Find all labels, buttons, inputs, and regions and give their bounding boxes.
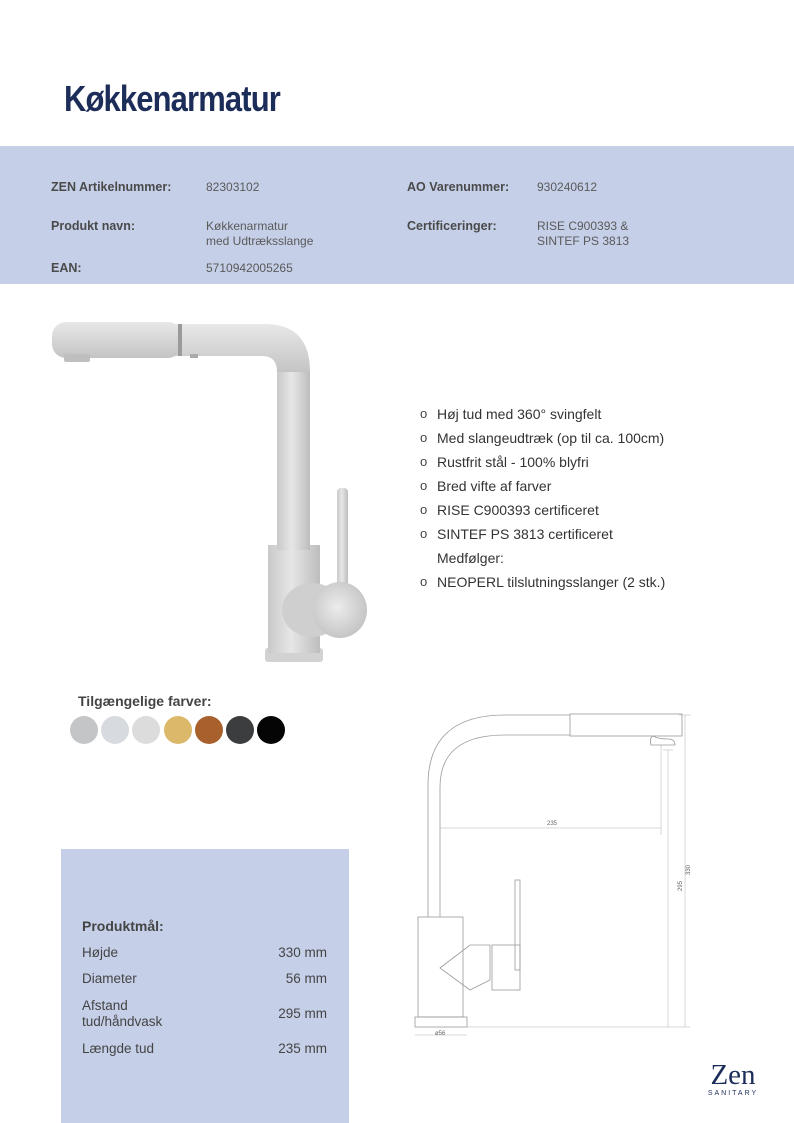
feature-item: o Rustfrit stål - 100% blyfri [420,454,589,470]
faucet-product-image [40,310,380,675]
logo-sub-text: SANITARY [707,1090,759,1097]
zen-article-label: ZEN Artikelnummer: [51,180,172,194]
logo-main-text: Zen [710,1059,756,1091]
certifications-value: RISE C900393 & SINTEF PS 3813 [537,219,630,248]
color-swatch-chrome[interactable] [70,716,98,744]
product-name-label: Produkt navn: [51,219,136,233]
dim-height-value: 330 mm [278,945,327,960]
feature-item: o RISE C900393 certificeret [420,502,599,518]
technical-drawing [395,705,700,1045]
zen-article-value: 82303102 [206,180,260,194]
color-swatch-silver[interactable] [101,716,129,744]
product-dimensions-box [61,849,349,1123]
ean-value: 5710942005265 [206,261,293,275]
product-info-band [0,146,794,284]
feature-item: o NEOPERL tilslutningsslanger (2 stk.) [420,574,666,590]
dim-diameter-value: 56 mm [285,971,327,986]
color-swatch-gold[interactable] [164,716,192,744]
color-swatch-light-grey[interactable] [132,716,160,744]
certifications-label: Certificeringer: [407,219,497,233]
feature-item: o Høj tud med 360° svingfelt [420,406,602,422]
dim-330-label: 330 [686,864,692,875]
dim-56-label: ø56 [435,1031,446,1037]
feature-item: o Med slangeudtræk (op til ca. 100cm) [420,430,665,446]
dim-235-label: 235 [547,821,558,827]
page-title: Køkkenarmatur [64,78,280,119]
dim-diameter-label: Diameter [82,971,137,986]
ao-number-label: AO Varenummer: [407,180,510,194]
feature-list [420,402,665,594]
feature-item: o SINTEF PS 3813 certificeret [420,526,613,542]
ean-label: EAN: [51,261,82,275]
feature-subheading: Medfølger: [437,550,504,566]
dim-spout-length-value: 235 mm [278,1041,327,1056]
product-name-value: Køkkenarmatur med Udtræksslange [206,219,314,248]
dim-spout-length-label: Længde tud [82,1041,155,1056]
available-colors-title: Tilgængelige farver: [78,693,212,709]
feature-item: o Bred vifte af farver [420,478,552,494]
zen-sanitary-logo [703,1060,763,1097]
dim-distance-label: Afstand tud/håndvask [82,998,163,1029]
color-swatch-copper[interactable] [195,716,223,744]
dimensions-title: Produktmål: [82,918,164,934]
dim-distance-value: 295 mm [278,1006,327,1021]
color-swatch-black[interactable] [257,716,285,744]
dim-295-label: 295 [678,880,684,891]
color-swatch-gunmetal[interactable] [226,716,254,744]
ao-number-value: 930240612 [537,180,598,194]
dim-height-label: Højde [82,945,119,960]
